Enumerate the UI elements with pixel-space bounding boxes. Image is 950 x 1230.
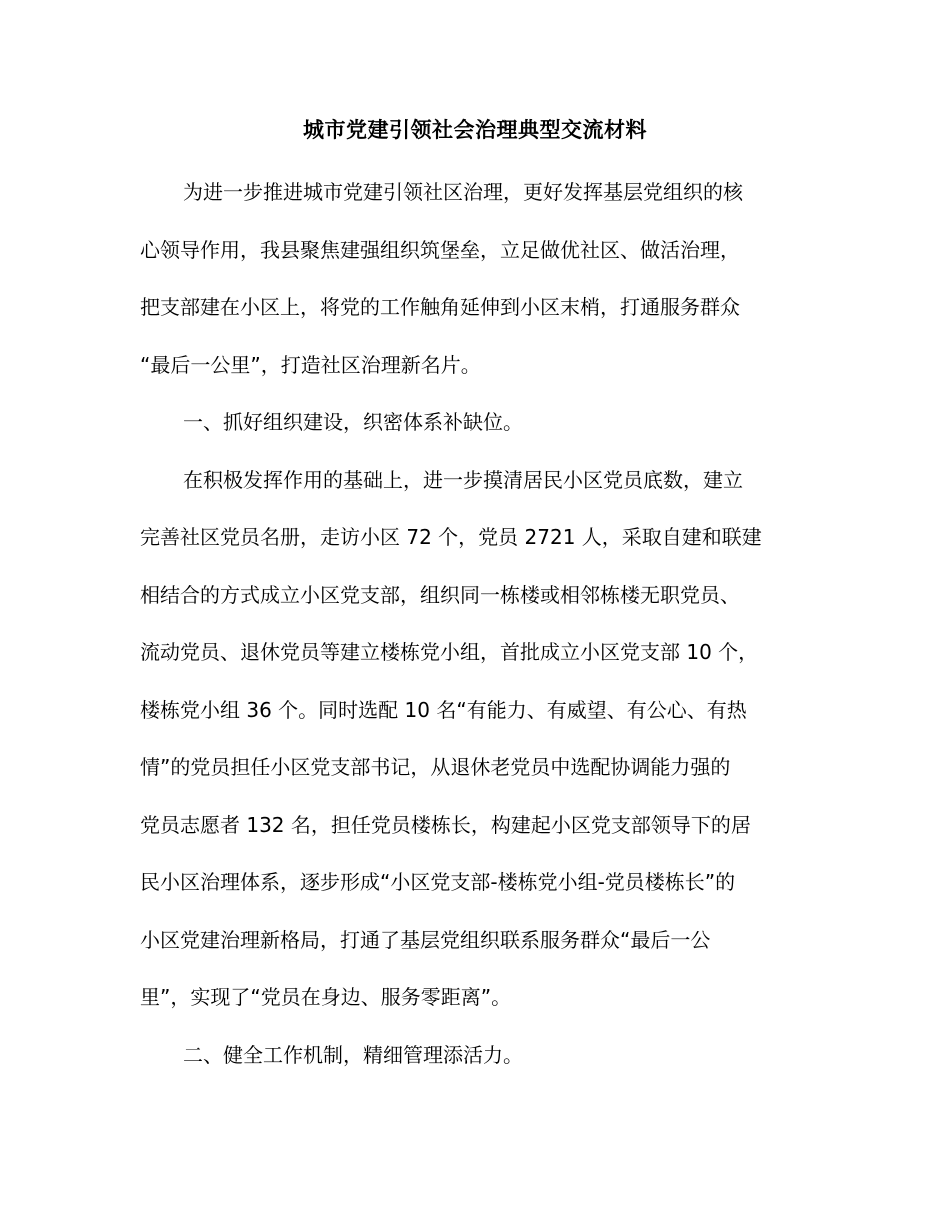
paragraph-line: “最后一公里”，打造社区治理新名片。 bbox=[140, 353, 481, 377]
paragraph-line: 把支部建在小区上，将党的工作触角延伸到小区末梢，打通服务群众 bbox=[140, 295, 740, 319]
paragraph-line: 党员志愿者 132 名，担任党员楼栋长，构建起小区党支部领导下的居 bbox=[140, 813, 751, 837]
paragraph-line: 情”的党员担任小区党支部书记，从退休老党员中选配协调能力强的 bbox=[140, 755, 731, 779]
paragraph-line: 流动党员、退休党员等建立楼栋党小组，首批成立小区党支部 10 个， bbox=[140, 640, 759, 664]
paragraph-line: 小区党建治理新格局，打通了基层党组织联系服务群众“最后一公 bbox=[140, 928, 711, 952]
section-heading: 一、抓好组织建设，织密体系补缺位。 bbox=[183, 410, 523, 434]
paragraph-line: 相结合的方式成立小区党支部，组织同一栋楼或相邻栋楼无职党员、 bbox=[140, 583, 740, 607]
document-title: 城市党建引领社会治理典型交流材料 bbox=[303, 118, 647, 142]
section-heading: 二、健全工作机制，精细管理添活力。 bbox=[183, 1043, 523, 1067]
paragraph-line: 民小区治理体系，逐步形成“小区党支部-楼栋党小组-党员楼栋长”的 bbox=[140, 870, 736, 894]
paragraph-line: 完善社区党员名册，走访小区 72 个，党员 2721 人，采取自建和联建 bbox=[140, 525, 762, 549]
paragraph-line: 在积极发挥作用的基础上，进一步摸清居民小区党员底数，建立 bbox=[183, 468, 743, 492]
paragraph-line: 心领导作用，我县聚焦建强组织筑堡垒，立足做优社区、做活治理， bbox=[140, 238, 740, 262]
paragraph-line: 为进一步推进城市党建引领社区治理，更好发挥基层党组织的核 bbox=[183, 180, 743, 204]
paragraph-line: 里”，实现了“党员在身边、服务零距离”。 bbox=[140, 985, 512, 1009]
paragraph-line: 楼栋党小组 36 个。同时选配 10 名“有能力、有威望、有公心、有热 bbox=[140, 698, 747, 722]
